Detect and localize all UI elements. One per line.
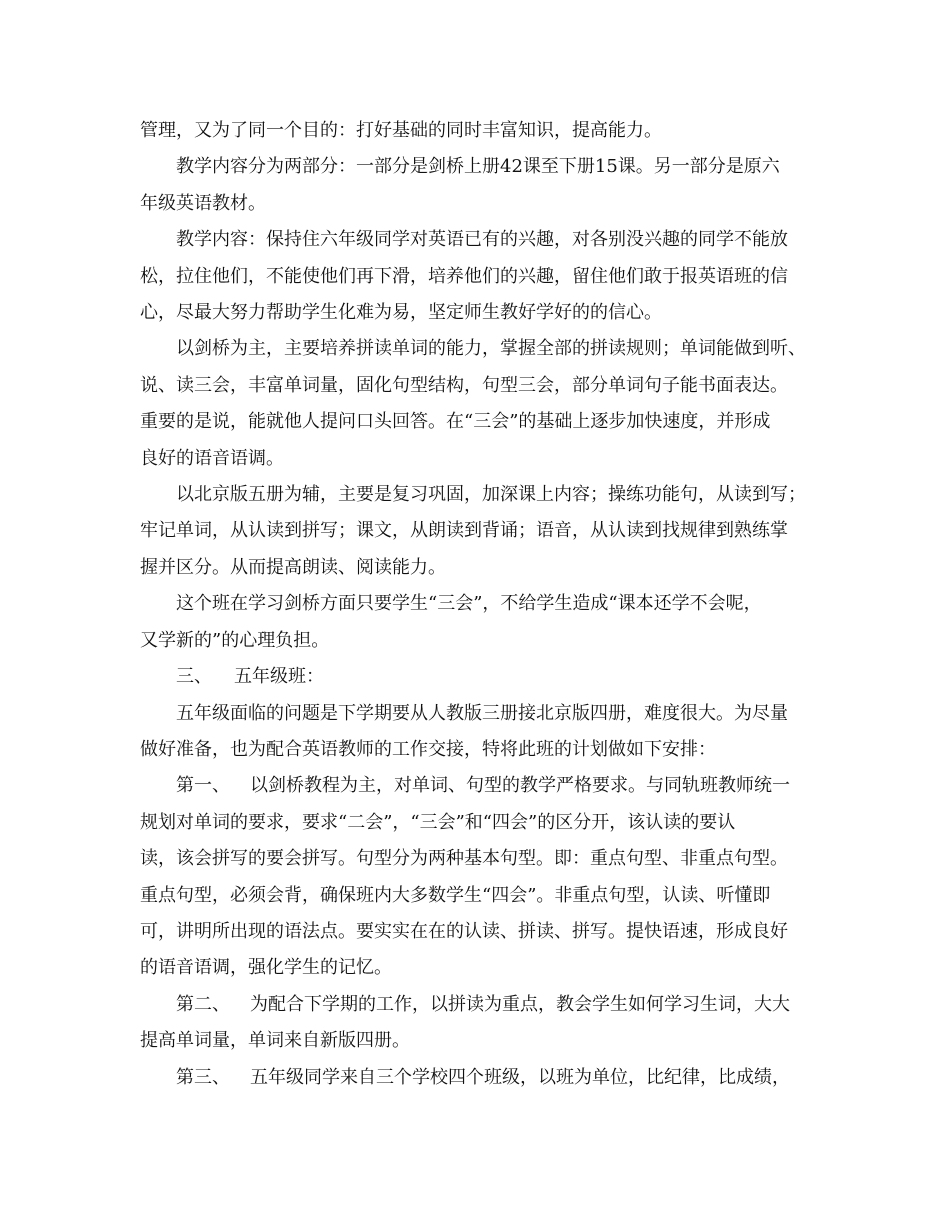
section-heading [140, 659, 820, 695]
paragraph-line: 说、读三会，丰富单词量，固化句型结构，句型三会，部分单词句子能书面表达。 [140, 374, 788, 396]
paragraph-line: 教学内容：保持住六年级同学对英语已有的兴趣，对各别没兴趣的同学不能放 [176, 229, 788, 251]
list-item-line: 规划对单词的要求，要求“二会”，“三会”和“四会”的区分开，该认读的要认 [140, 811, 736, 833]
paragraph-line: 这个班在学习剑桥方面只要学生“三会”，不给学生造成“课本还学不会呢， [176, 593, 762, 615]
list-item-label: 第三、 [176, 1066, 230, 1088]
paragraph-line: 做好准备，也为配合英语教师的工作交接，特将此班的计划做如下安排： [140, 738, 716, 760]
paragraph-line: 年级英语教材。 [140, 192, 266, 214]
list-item-line [140, 768, 820, 804]
list-item-label: 第二、 [176, 993, 230, 1015]
paragraph-line: 管理，又为了同一个目的：打好基础的同时丰富知识，提高能力。 [140, 120, 662, 141]
paragraph-line: 良好的语音语调。 [140, 447, 284, 469]
section-title: 五年级班： [234, 666, 324, 688]
paragraph-line: 以剑桥为主，主要培养拼读单词的能力，掌握全部的拼读规则；单词能做到听、 [176, 338, 806, 360]
list-item-text: 五年级同学来自三个学校四个班级，以班为单位，比纪律，比成绩， [250, 1066, 790, 1088]
list-item-line: 提高单词量，单词来自新版四册。 [140, 1030, 410, 1052]
paragraph-line: 松，拉住他们，不能使他们再下滑，培养他们的兴趣，留住他们敢于报英语班的信 [140, 265, 788, 287]
list-item-text: 为配合下学期的工作，以拼读为重点，教会学生如何学习生词，大大 [250, 993, 790, 1015]
paragraph-line: 心，尽最大努力帮助学生化难为易，坚定师生教好学好的的信心。 [140, 302, 662, 324]
list-item-label: 第一、 [176, 775, 230, 797]
paragraph-line: 牢记单词，从认读到拼写；课文，从朗读到背诵；语音，从认读到找规律到熟练掌 [140, 520, 788, 542]
list-item-line: 重点句型，必须会背，确保班内大多数学生“四会”。非重点句型，认读、听懂即 [140, 884, 771, 906]
list-item-line: 可，讲明所出现的语法点。要实实在在的认读、拼读、拼写。提快语速，形成良好 [140, 920, 788, 942]
paragraph-line: 五年级面临的问题是下学期要从人教版三册接北京版四册，难度很大。为尽量 [176, 702, 788, 724]
document-body [140, 113, 820, 1096]
list-item-line [140, 987, 820, 1023]
list-item-line: 读，该会拼写的要会拼写。句型分为两种基本句型。即：重点句型、非重点句型。 [140, 848, 788, 870]
paragraph-line: 重要的是说，能就他人提问口头回答。在“三会”的基础上逐步加快速度，并形成 [140, 411, 771, 433]
paragraph-line: 教学内容分为两部分：一部分是剑桥上册42课至下册15课。另一部分是原六 [176, 156, 780, 178]
paragraph-line: 又学新的”的心理负担。 [140, 629, 330, 651]
section-number: 三、 [176, 666, 212, 688]
list-item-line: 的语音语调，强化学生的记忆。 [140, 957, 392, 979]
paragraph-line: 握并区分。从而提高朗读、阅读能力。 [140, 556, 446, 578]
paragraph-line: 以北京版五册为辅，主要是复习巩固，加深课上内容；操练功能句，从读到写； [176, 484, 806, 506]
list-item-text: 以剑桥教程为主，对单词、句型的教学严格要求。与同轨班教师统一 [250, 775, 790, 797]
list-item-line [140, 1060, 820, 1096]
